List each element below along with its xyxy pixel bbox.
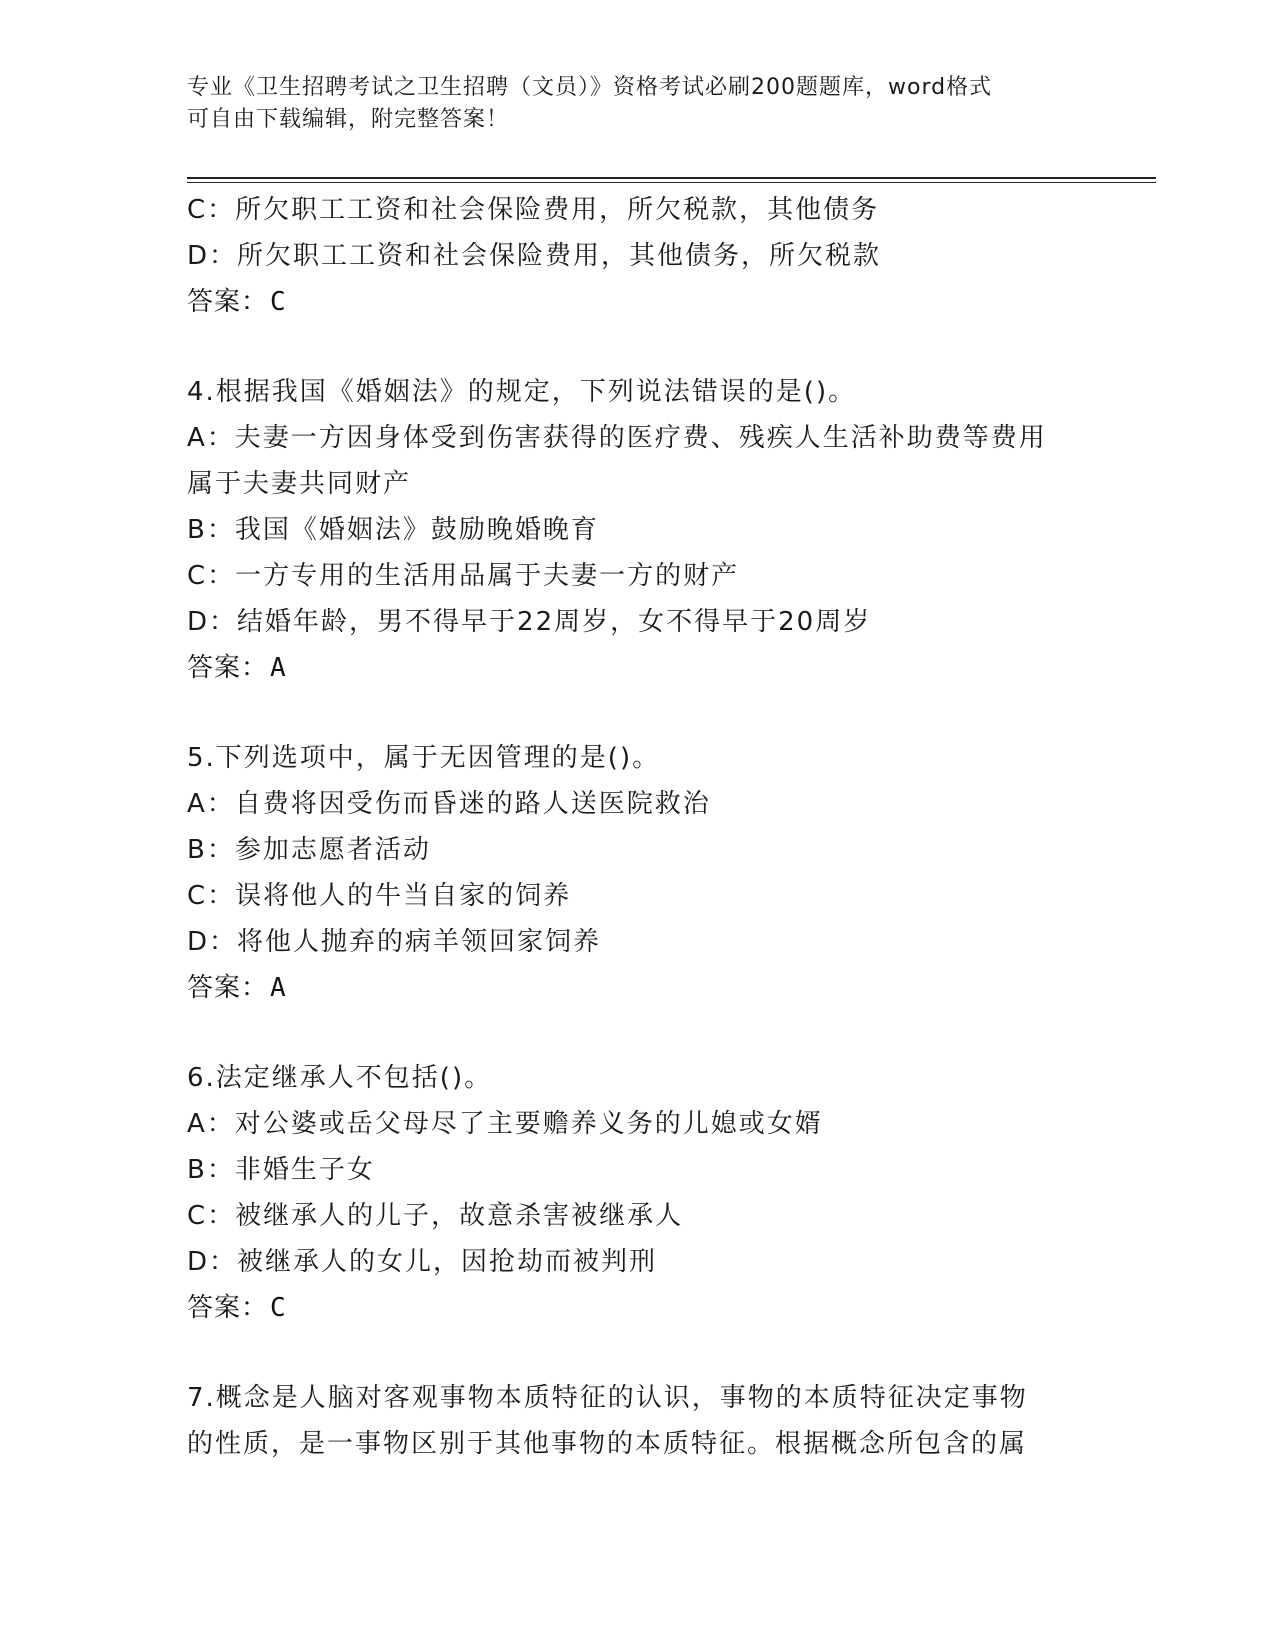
option-d: D：所欠职工工资和社会保险费用，其他债务，所欠税款 [187,241,882,271]
option-a: A：对公婆或岳父母尽了主要赡养义务的儿媳或女婿 [187,1109,823,1139]
spacer [187,1331,1087,1375]
question-stem: 5.下列选项中，属于无因管理的是()。 [187,743,661,773]
header-title-line-2: 可自由下载编辑，附完整答案！ [187,107,510,132]
answer-value: C [270,1293,287,1323]
page-header [187,72,1087,136]
question-5 [187,735,1087,1011]
option-b: B：非婚生子女 [187,1155,375,1185]
option-c: C：所欠职工工资和社会保险费用，所欠税款，其他债务 [187,195,880,225]
answer-label: 答案： [187,653,269,683]
option-b: B：参加志愿者活动 [187,835,431,865]
spacer [187,691,1087,735]
option-d: D：结婚年龄，男不得早于22周岁，女不得早于20周岁 [187,607,872,637]
answer-value: A [270,973,287,1003]
answer [187,965,1087,1011]
question-4 [187,369,1087,691]
option-c: C：一方专用的生活用品属于夫妻一方的财产 [187,561,740,591]
header-divider-thick [187,177,1156,179]
option-c: C：误将他人的牛当自家的饲养 [187,881,572,911]
question-stem-line-1: 7.概念是人脑对客观事物本质特征的认识，事物的本质特征决定事物 [187,1383,1028,1413]
question-3-tail [187,187,1087,325]
option-c: C：被继承人的儿子，故意杀害被继承人 [187,1201,684,1231]
spacer [187,1011,1087,1055]
question-stem: 6.法定继承人不包括()。 [187,1063,493,1093]
option-b: B：我国《婚姻法》鼓励晚婚晚育 [187,515,599,545]
answer-label: 答案： [187,973,269,1003]
answer-value: A [270,653,287,683]
answer [187,1285,1087,1331]
header-title-line-1: 专业《卫生招聘考试之卫生招聘（文员）》资格考试必刷200题题库，word格式 [187,75,993,100]
option-a: A：自费将因受伤而昏迷的路人送医院救治 [187,789,711,819]
question-stem: 4.根据我国《婚姻法》的规定，下列说法错误的是()。 [187,377,857,407]
spacer [187,325,1087,369]
question-stem-line-2: 的性质，是一事物区别于其他事物的本质特征。根据概念所包含的属 [187,1429,1028,1459]
header-divider-thin [187,182,1156,183]
document-body [187,187,1087,1467]
question-7 [187,1375,1087,1467]
answer-value: C [270,287,287,317]
question-6 [187,1055,1087,1331]
option-a-line-2: 属于夫妻共同财产 [187,469,412,499]
answer [187,279,1087,325]
answer-label: 答案： [187,287,269,317]
option-d: D：被继承人的女儿，因抢劫而被判刑 [187,1247,658,1277]
option-a-line-1: A：夫妻一方因身体受到伤害获得的医疗费、残疾人生活补助费等费用 [187,423,1047,453]
option-d: D：将他人抛弃的病羊领回家饲养 [187,927,602,957]
answer [187,645,1087,691]
answer-label: 答案： [187,1293,269,1323]
